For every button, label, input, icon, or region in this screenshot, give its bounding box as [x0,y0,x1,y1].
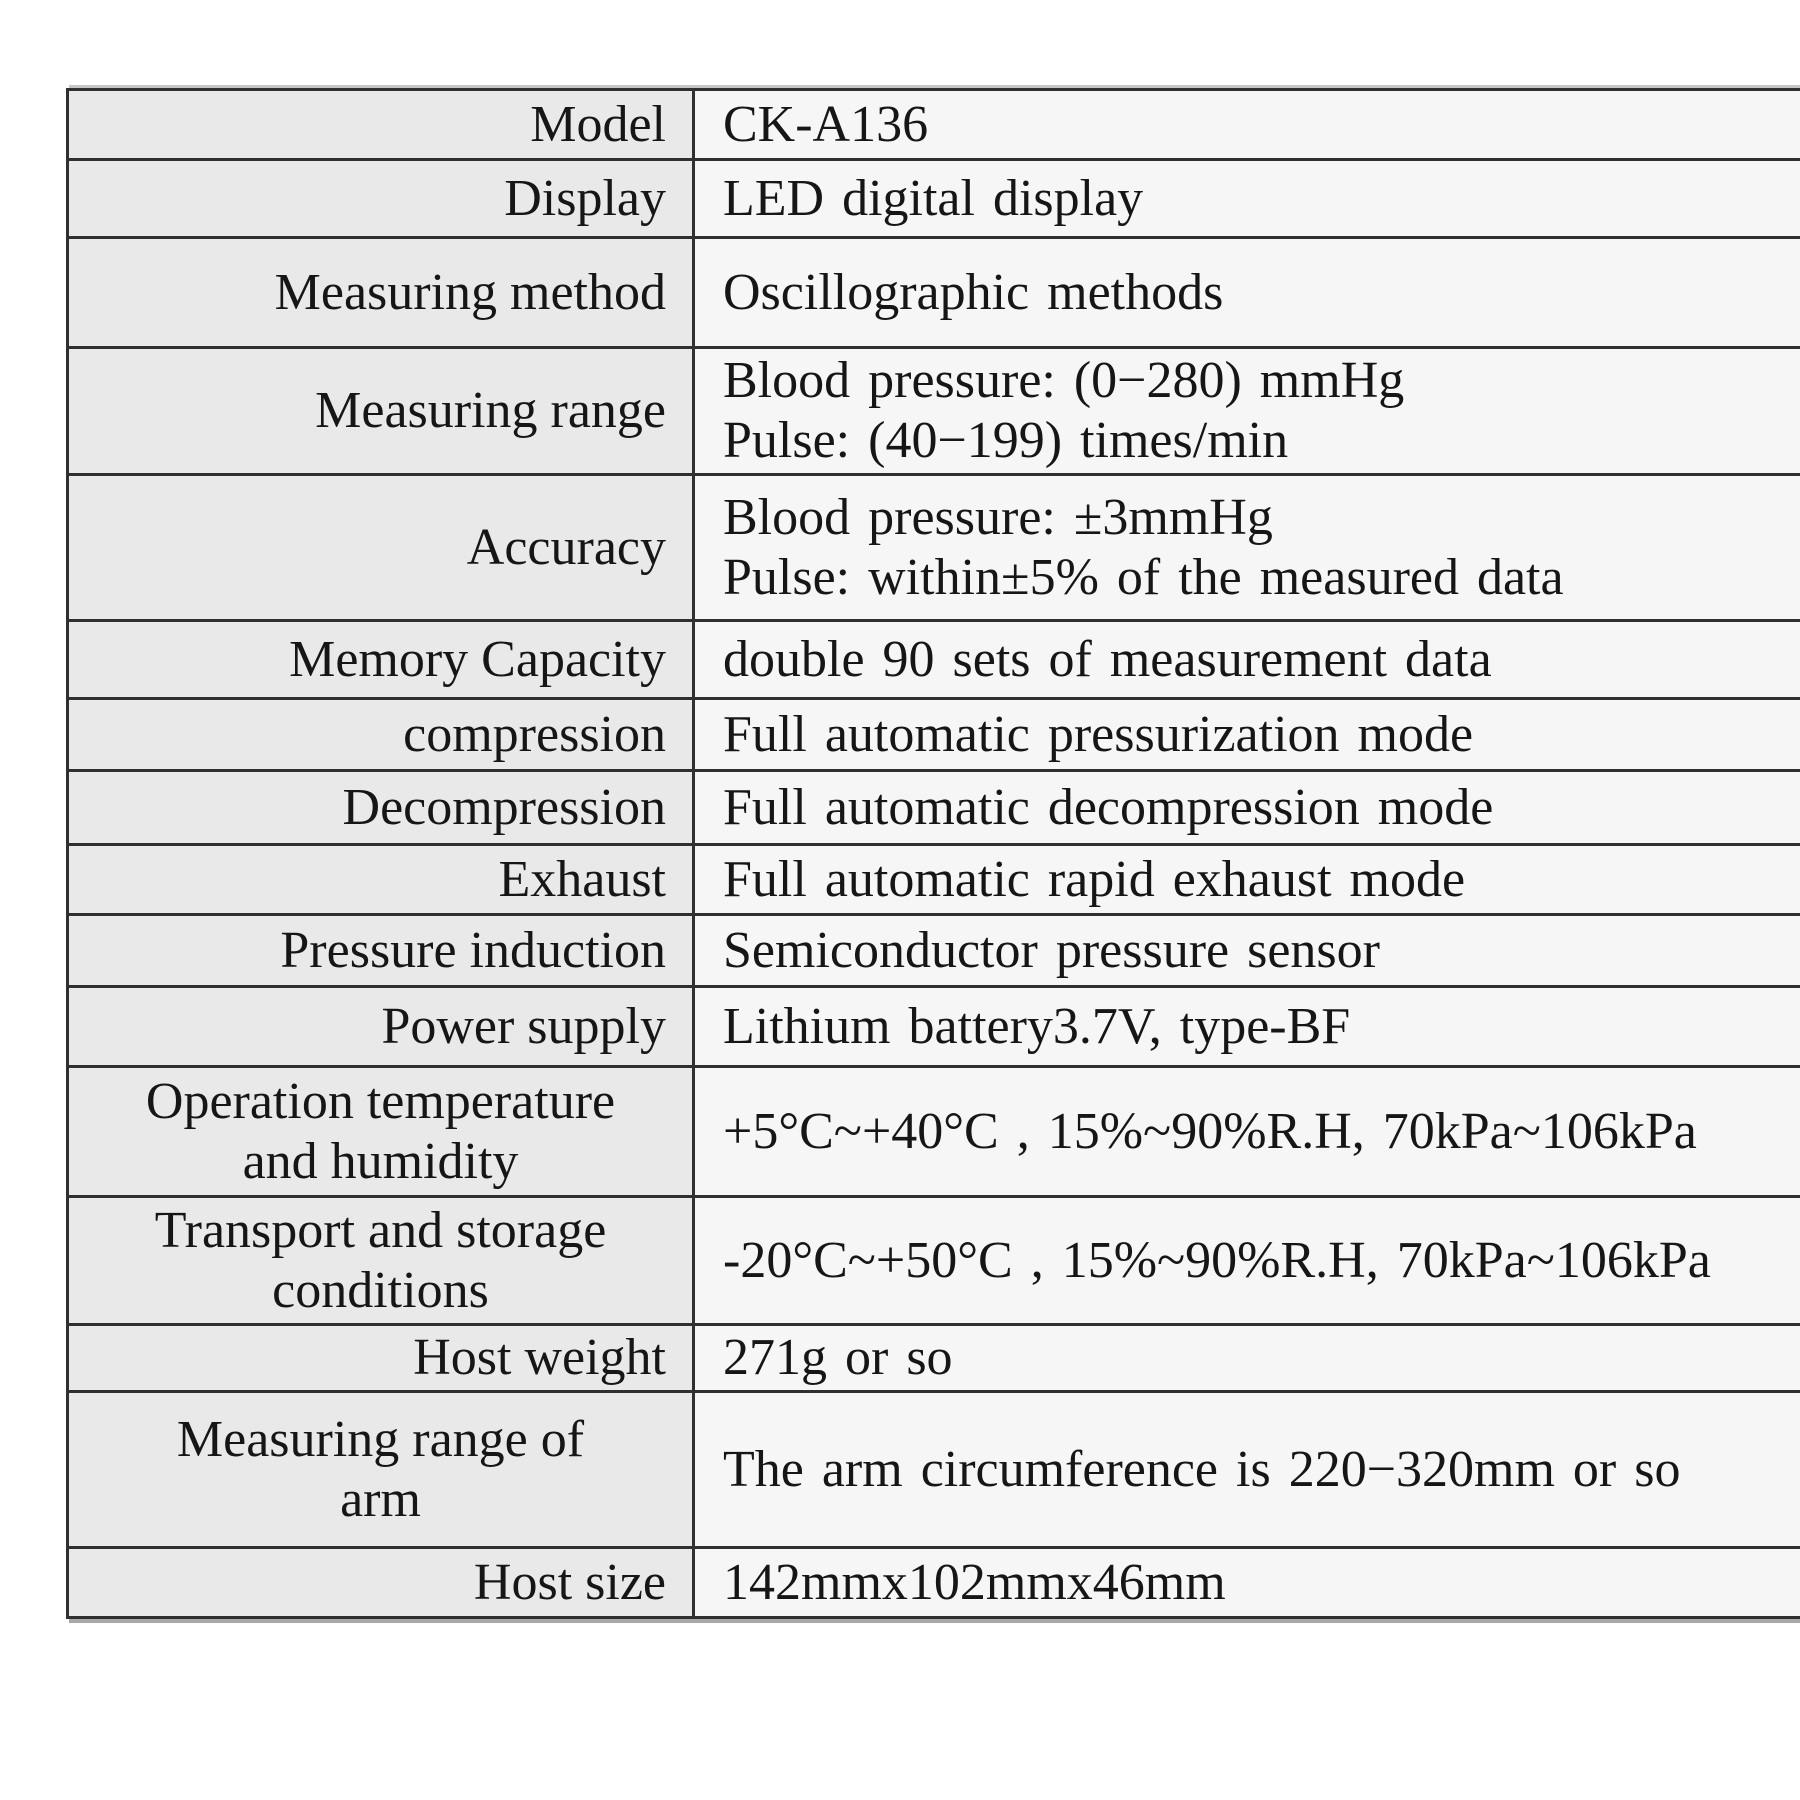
spec-label-cell [68,845,694,915]
spec-label-line: conditions [272,1261,489,1319]
spec-value-line: Blood pressure: (0−280) mmHg [723,352,1405,409]
spec-table-body [68,90,1800,1618]
spec-value-cell [694,845,1800,915]
table-row [68,90,1800,160]
spec-value-line: LED digital display [723,169,1144,227]
spec-label-cell [68,699,694,771]
spec-label-cell [68,1067,694,1197]
table-row [68,771,1800,845]
spec-value-line: Oscillographic methods [723,263,1224,321]
spec-label-line: Host weight [413,1329,666,1386]
spec-label-line: Display [504,169,666,227]
spec-label-cell [68,1392,694,1548]
spec-label-cell [68,1548,694,1618]
spec-value-line: Pulse: within±5% of the measured data [723,548,1564,606]
spec-value-line: Full automatic rapid exhaust mode [723,850,1466,908]
spec-value-cell [694,771,1800,845]
spec-label-line: Measuring range [315,382,666,439]
table-row [68,987,1800,1067]
spec-value-line: 271g or so [723,1329,953,1386]
spec-value-line: 142mmx102mmx46mm [723,1553,1226,1611]
spec-label-cell [68,238,694,348]
spec-label-cell [68,475,694,621]
spec-value-cell [694,915,1800,987]
table-row [68,1197,1800,1325]
spec-value-cell [694,160,1800,238]
spec-value-line: -20°C~+50°C , 15%~90%R.H, 70kPa~106kPa [723,1231,1711,1289]
spec-label-cell [68,915,694,987]
spec-label-line: Power supply [381,997,666,1055]
table-row [68,845,1800,915]
spec-value-line: Pulse: (40−199) times/min [723,412,1289,469]
table-row [68,1067,1800,1197]
spec-label-line: Model [530,95,666,153]
table-row [68,1548,1800,1618]
spec-label-line: Decompression [342,778,666,836]
spec-value-cell [694,621,1800,699]
spec-label-line: Memory Capacity [289,630,666,688]
spec-value-line: Semiconductor pressure sensor [723,921,1380,979]
spec-label-cell [68,1325,694,1392]
spec-label-cell [68,348,694,475]
spec-value-cell [694,1392,1800,1548]
spec-label-cell [68,621,694,699]
spec-value-cell [694,238,1800,348]
spec-label-cell [68,1197,694,1325]
spec-value-line: Blood pressure: ±3mmHg [723,488,1273,546]
table-row [68,915,1800,987]
table-row [68,621,1800,699]
spec-value-cell [694,1197,1800,1325]
spec-value-cell [694,1548,1800,1618]
spec-label-line: Host size [473,1553,666,1611]
spec-value-cell [694,987,1800,1067]
spec-value-line: The arm circumference is 220−320mm or so [723,1440,1681,1498]
spec-value-cell [694,699,1800,771]
spec-label-line: Exhaust [498,850,666,908]
table-row [68,160,1800,238]
spec-value-line: double 90 sets of measurement data [723,630,1492,688]
spec-label-line: Accuracy [466,518,666,576]
spec-label-line: compression [403,705,666,763]
table-row [68,1325,1800,1392]
table-row [68,348,1800,475]
table-row [68,238,1800,348]
table-row [68,1392,1800,1548]
spec-label-cell [68,90,694,160]
spec-value-cell [694,90,1800,160]
spec-label-cell [68,160,694,238]
spec-label-line: Measuring range of [176,1410,585,1468]
spec-value-line: Lithium battery3.7V, type-BF [723,997,1351,1055]
spec-value-line: Full automatic decompression mode [723,778,1494,836]
spec-label-line: Pressure induction [280,921,666,979]
spec-label-line: Measuring method [274,263,666,321]
spec-value-cell [694,348,1800,475]
spec-value-line: +5°C~+40°C , 15%~90%R.H, 70kPa~106kPa [723,1102,1697,1160]
spec-label-line: and humidity [242,1132,519,1190]
table-row [68,475,1800,621]
spec-value-line: Full automatic pressurization mode [723,705,1474,763]
spec-table [66,88,1800,1619]
table-row [68,699,1800,771]
spec-label-line: Operation temperature [145,1072,616,1130]
spec-value-line: CK-A136 [723,95,929,153]
spec-label-cell [68,771,694,845]
spec-label-cell [68,987,694,1067]
spec-label-line: arm [340,1470,421,1528]
spec-label-line: Transport and storage [154,1201,607,1259]
spec-value-cell [694,475,1800,621]
spec-value-cell [694,1067,1800,1197]
spec-value-cell [694,1325,1800,1392]
